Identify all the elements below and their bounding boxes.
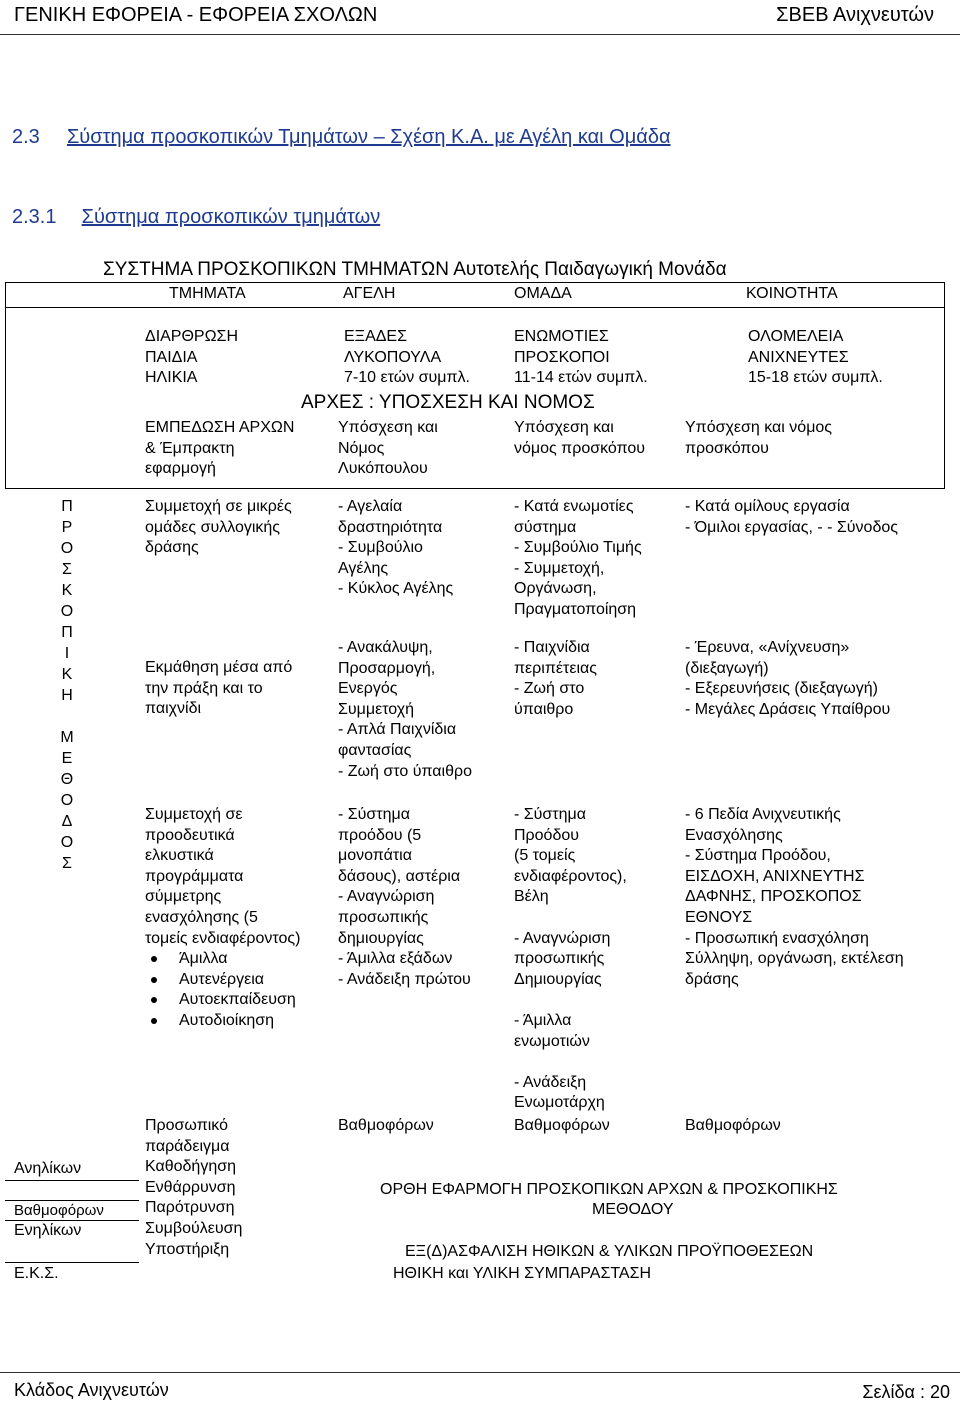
method-row1-koinotita: - Κατά ομίλους εργασία - Όμιλοι εργασίας, - - Σύνοδος	[685, 498, 898, 536]
roles-ageli: Βαθμοφόρων	[338, 1117, 434, 1134]
method-row2-omada: - Παιχνίδια περιπέτειας - Ζωή στο ύπαιθρο	[514, 639, 597, 718]
structure-ageli: ΕΞΑΔΕΣ ΛΥΚΟΠΟΥΛΑ 7-10 ετών συμπλ.	[344, 328, 470, 387]
bullet-item: Άμιλλα	[145, 949, 300, 970]
method-row1-label: Συμμετοχή σε μικρές ομάδες συλλογικής δράσης	[145, 498, 292, 557]
principles-title: ΑΡΧΕΣ : ΥΠΟΣΧΕΣΗ ΚΑΙ ΝΟΜΟΣ	[301, 392, 595, 413]
header-divider	[0, 34, 960, 35]
bullet-item: Αυτενέργεια	[145, 970, 300, 991]
group-eks: Ε.Κ.Σ.	[14, 1265, 59, 1282]
method-row3-koinotita: - 6 Πεδία Ανιχνευτικής Ενασχόλησης - Σύστημα Προόδου, ΕΙΣΔΟΧΗ, ΑΝΙΧΝΕΥΤΗΣ ΔΑΦΝΗΣ, ΠΡΟΣΚΟΠΟΣ ΕΘΝΟΥΣ - Προσωπική ενασχόληση Σύλληψη, οργάνωση, εκτέλεση δράσης	[685, 806, 904, 988]
section-number: 2.3	[12, 126, 40, 148]
correct-application-line1: ΟΡΘΗ ΕΦΑΡΜΟΓΗ ΠΡΟΣΚΟΠΙΚΩΝ ΑΡΧΩΝ & ΠΡΟΣΚΟΠΙΚΗΣ	[380, 1181, 838, 1198]
col-header-ageli: ΑΓΕΛΗ	[343, 285, 396, 302]
section-heading-2-3-1	[12, 206, 380, 229]
header-left: ΓΕΝΙΚΗ ΕΦΟΡΕΙΑ - ΕΦΟΡΕΙΑ ΣΧΟΛΩΝ	[14, 4, 378, 26]
side-label-vertical: Π Ρ Ο Σ Κ Ο Π Ι Κ Η Μ Ε Θ Ο Δ Ο Σ	[60, 498, 74, 872]
correct-application-line2: ΜΕΘΟΔΟΥ	[592, 1201, 674, 1218]
table-caption: ΣΥΣΤΗΜΑ ΠΡΟΣΚΟΠΙΚΩΝ ΤΜΗΜΑΤΩΝ Αυτοτελής Παιδαγωγική Μονάδα	[103, 259, 727, 280]
method-row2-label: Εκμάθηση μέσα από την πράξη και το παιχνίδι	[145, 659, 293, 718]
structure-omada: ΕΝΩΜΟΤΙΕΣ ΠΡΟΣΚΟΠΟΙ 11-14 ετών συμπλ.	[514, 328, 648, 387]
section-title: Σύστημα προσκοπικών Τμημάτων – Σχέση Κ.Α. με Αγέλη και Ομάδα	[66, 126, 671, 148]
roles-omada: Βαθμοφόρων	[514, 1117, 610, 1134]
structure-koinotita: ΟΛΟΜΕΛΕΙΑ ΑΝΙΧΝΕΥΤΕΣ 15-18 ετών συμπλ.	[748, 328, 883, 387]
section-heading-2-3	[12, 126, 671, 149]
table-right-border	[944, 282, 945, 488]
support-text: ΗΘΙΚΗ και ΥΛΙΚΗ ΣΥΜΠΑΡΑΣΤΑΣΗ	[393, 1265, 652, 1282]
group-enilikon: Ενηλίκων	[14, 1222, 82, 1239]
group-anilikon: Ανηλίκων	[14, 1160, 82, 1177]
group-divider	[5, 1220, 139, 1221]
group-divider	[5, 1200, 139, 1201]
method-row2-koinotita: - Έρευνα, «Ανίχνευση» (διεξαγωγή) - Εξερευνήσεις (διεξαγωγή) - Μεγάλες Δράσεις Υπαίθρου	[685, 639, 891, 718]
header-bottom-border	[5, 307, 945, 308]
bullet-item: Αυτοεκπαίδευση	[145, 990, 300, 1011]
col-header-tmimata: ΤΜΗΜΑΤΑ	[169, 285, 246, 302]
col-header-koinotita: ΚΟΙΝΟΤΗΤΑ	[746, 285, 838, 302]
principles-bottom-border	[5, 488, 945, 489]
table-top-border	[5, 282, 945, 283]
group-divider	[5, 1180, 139, 1181]
method-row3-ageli: - Σύστημα προόδου (5 μονοπάτια δάσους), αστέρια - Αναγνώριση προσωπικής δημιουργίας - Άμιλλα εξάδων - Ανάδειξη πρώτου	[338, 806, 471, 988]
header-right: ΣΒΕΒ Ανιχνευτών	[776, 4, 934, 26]
principles-ageli: Υπόσχεση και Νόμος Λυκόπουλου	[338, 419, 438, 478]
method-row1-ageli: - Αγελαία δραστηριότητα - Συμβούλιο Αγέλης - Κύκλος Αγέλης	[338, 498, 454, 598]
subsection-title: Σύστημα προσκοπικών τμημάτων	[81, 206, 381, 228]
roles-koinotita: Βαθμοφόρων	[685, 1117, 781, 1134]
method-row2-ageli: - Ανακάλυψη, Προσαρμογή, Ενεργός Συμμετοχή - Απλά Παιχνίδια φαντασίας - Ζωή στο ύπαιθρο	[338, 639, 472, 780]
principles-koinotita: Υπόσχεση και νόμος προσκόπου	[685, 419, 833, 457]
group-divider	[5, 1262, 139, 1263]
group-vathmoforon: Βαθμοφόρων	[14, 1202, 104, 1219]
table-left-border	[5, 282, 6, 488]
roles-labels: Προσωπικό παράδειγμα Καθοδήγηση Ενθάρρυνση Παρότρυνση Συμβούλευση Υποστήριξη	[145, 1117, 243, 1258]
subsection-number: 2.3.1	[12, 206, 57, 228]
col-header-omada: ΟΜΑΔΑ	[514, 285, 572, 302]
bullet-item: Αυτοδιοίκηση	[145, 1011, 300, 1032]
method-row1-omada: - Κατά ενωμοτίες σύστημα - Συμβούλιο Τιμής - Συμμετοχή, Οργάνωση, Πραγματοποίηση	[514, 498, 642, 618]
footer-page-number: Σελίδα : 20	[862, 1382, 950, 1402]
principles-omada: Υπόσχεση και νόμος προσκόπου	[514, 419, 646, 457]
method-row3-omada: - Σύστημα Προόδου (5 τομείς ενδιαφέροντος), Βέλη - Αναγνώριση προσωπικής Δημιουργίας - Άμιλλα ενωμοτιών - Ανάδειξη Ενωμοτάρχη	[514, 806, 627, 1112]
safety-text: ΕΞ(Δ)ΑΣΦΑΛΙΣΗ ΗΘΙΚΩΝ & ΥΛΙΚΩΝ ΠΡΟΫΠΟΘΕΣΕΩΝ	[405, 1243, 814, 1260]
principles-label: ΕΜΠΕΔΩΣΗ ΑΡΧΩΝ & Έμπρακτη εφαρμογή	[145, 419, 295, 478]
footer-divider	[0, 1372, 960, 1373]
structure-label: ΔΙΑΡΘΡΩΣΗ ΠΑΙΔΙΑ ΗΛΙΚΙΑ	[145, 328, 238, 387]
footer-left: Κλάδος Ανιχνευτών	[14, 1380, 169, 1400]
method-row3-label: Συμμετοχή σε προοδευτικά ελκυστικά προγράμματα σύμμετρης ενασχόλησης (5 τομείς ενδιαφέροντος) Άμιλλα Αυτενέργεια Αυτοεκπαίδευση Αυτοδιοίκηση	[145, 805, 300, 1032]
